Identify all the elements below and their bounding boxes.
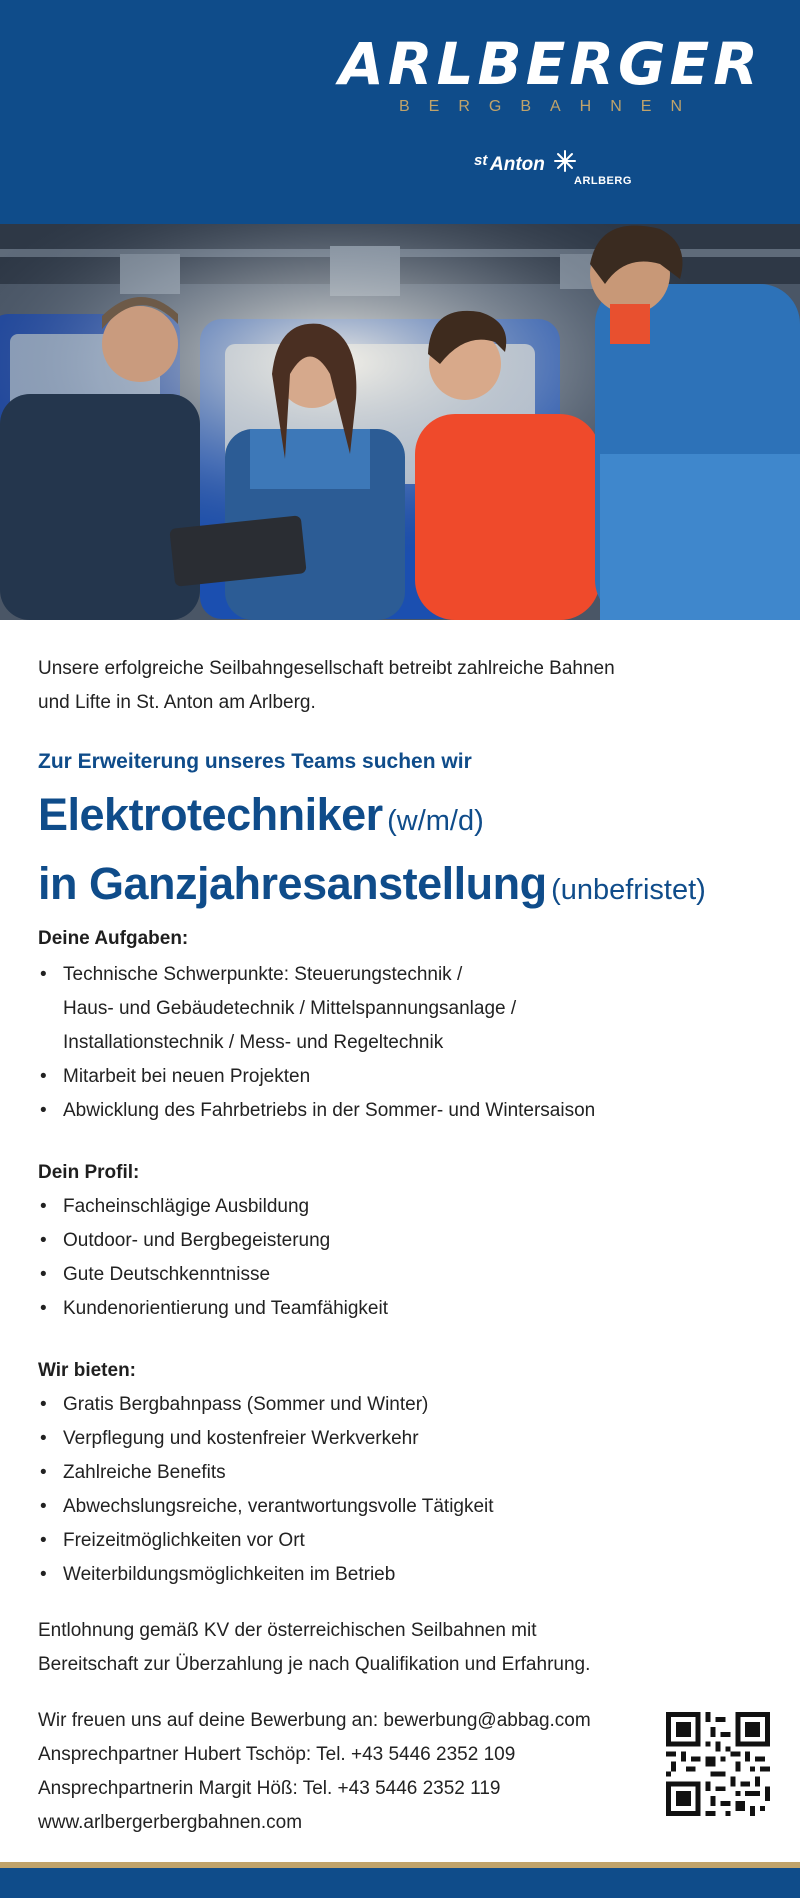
website-link[interactable]: www.arlbergerbergbahnen.com (38, 1812, 303, 1833)
st-anton-logo-anton: Anton (490, 154, 545, 175)
st-anton-arlberg-logo (474, 150, 644, 194)
task-1-line-1: • Technische Schwerpunkte: Steuerungstechnik / (63, 964, 463, 985)
job-title-suffix-2: (unbefristet) (551, 874, 706, 906)
list-item: • Outdoor- und Bergbegeisterung (38, 1224, 758, 1258)
contact-line-3: Ansprechpartnerin Margit Höß: Tel. +43 5446 2352 119 (38, 1778, 501, 1799)
list-item: • Mitarbeit bei neuen Projekten (38, 1060, 758, 1094)
list-item: • Weiterbildungsmöglichkeiten im Betrieb (38, 1558, 758, 1592)
team-photo (0, 224, 800, 620)
intro-line-2: und Lifte in St. Anton am Arlberg. (38, 692, 316, 713)
profile-list (38, 1190, 758, 1326)
job-title-main-2: in Ganzjahresanstellung (38, 858, 547, 909)
contact-line-1-prefix: Wir freuen uns auf deine Bewerbung an: (38, 1710, 384, 1731)
list-item: • Abwicklung des Fahrbetriebs in der Sommer- und Wintersaison (38, 1094, 758, 1128)
gondola-team-illustration (0, 224, 800, 620)
intro-line-1: Unsere erfolgreiche Seilbahngesellschaft betreibt zahlreiche Bahnen (38, 658, 615, 679)
list-item (38, 958, 758, 1060)
qr-code-icon[interactable] (666, 1712, 770, 1816)
list-item: • Verpflegung und kostenfreier Werkverkehr (38, 1422, 758, 1456)
st-anton-logo-arlberg: ARLBERG (574, 175, 632, 187)
email-link[interactable]: bewerbung@abbag.com (383, 1710, 591, 1731)
list-item: • Freizeitmöglichkeiten vor Ort (38, 1524, 758, 1558)
offer-heading: Wir bieten: (38, 1360, 136, 1381)
list-item: • Gratis Bergbahnpass (Sommer und Winter) (38, 1388, 758, 1422)
offer-list (38, 1388, 758, 1592)
list-item: • Kundenorientierung und Teamfähigkeit (38, 1292, 758, 1326)
tasks-list (38, 958, 758, 1128)
contact-info (38, 1704, 678, 1840)
contact-line-1 (38, 1704, 678, 1738)
job-title (38, 786, 778, 924)
list-item: • Facheinschlägige Ausbildung (38, 1190, 758, 1224)
tasks-heading: Deine Aufgaben: (38, 928, 189, 949)
salary-line-2: Bereitschaft zur Überzahlung je nach Qualifikation und Erfahrung. (38, 1654, 591, 1675)
job-title-suffix-1: (w/m/d) (387, 805, 484, 837)
profile-heading: Dein Profil: (38, 1162, 140, 1183)
salary-text (38, 1614, 758, 1682)
intro-text (38, 652, 738, 720)
snowflake-icon (554, 150, 576, 172)
st-anton-logo-st: st (474, 152, 488, 169)
list-item: • Gute Deutschkenntnisse (38, 1258, 758, 1292)
task-1-line-2: Haus- und Gebäudetechnik / Mittelspannungsanlage / (63, 998, 517, 1019)
arlberger-logo: ARLBERGER (339, 30, 762, 98)
task-1-line-3: Installationstechnik / Mess- und Regeltechnik (63, 1032, 444, 1053)
contact-line-2: Ansprechpartner Hubert Tschöp: Tel. +43 5446 2352 109 (38, 1744, 516, 1765)
header-banner (0, 0, 800, 224)
list-item: • Zahlreiche Benefits (38, 1456, 758, 1490)
footer-bar (0, 1868, 800, 1898)
bergbahnen-logo-subtitle: BERGBAHNEN (398, 98, 702, 115)
salary-line-1: Entlohnung gemäß KV der österreichischen Seilbahnen mit (38, 1620, 537, 1641)
sub-heading: Zur Erweiterung unseres Teams suchen wir (38, 750, 472, 773)
job-title-main-1: Elektrotechniker (38, 789, 383, 840)
list-item: • Abwechslungsreiche, verantwortungsvolle Tätigkeit (38, 1490, 758, 1524)
